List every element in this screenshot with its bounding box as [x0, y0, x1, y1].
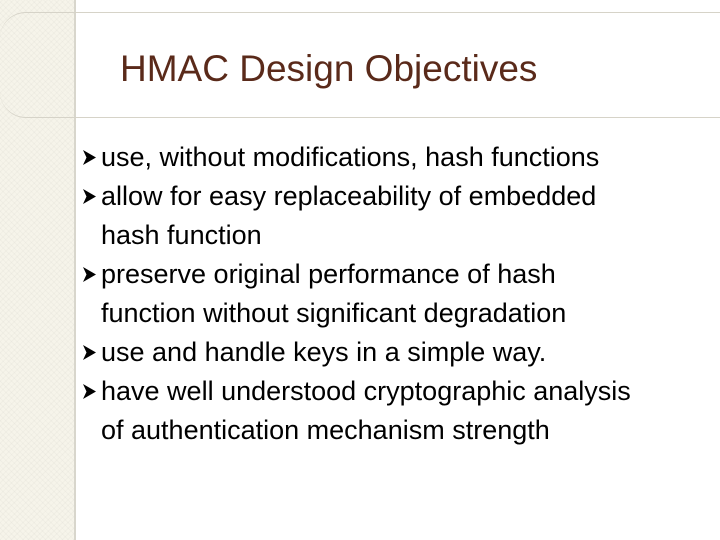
bullet-list — [82, 138, 720, 450]
bullet-item — [82, 372, 720, 450]
bullet-item — [82, 255, 720, 333]
bullet-text-line: allow for easy replaceability of embedded — [101, 181, 597, 211]
arrowhead-bullet-icon — [82, 383, 97, 400]
slide-title: HMAC Design Objectives — [120, 48, 538, 89]
bullet-text-line: preserve original performance of hash — [101, 259, 556, 289]
arrowhead-bullet-icon — [82, 149, 97, 166]
arrowhead-bullet-icon — [82, 188, 97, 205]
arrowhead-bullet-icon — [82, 266, 97, 283]
bullet-text-line: have well understood cryptographic analysis — [101, 376, 631, 406]
bullet-text-line: function without significant degradation — [101, 298, 567, 328]
decorative-side-band — [0, 0, 76, 540]
bullet-text-line: use, without modifications, hash functions — [101, 142, 600, 172]
bullet-item — [82, 333, 720, 372]
arrowhead-bullet-icon — [82, 344, 97, 361]
bullet-text-line: use and handle keys in a simple way. — [101, 337, 547, 367]
bullet-item — [82, 138, 720, 177]
bullet-item — [82, 177, 720, 255]
bullet-text-line: of authentication mechanism strength — [101, 415, 550, 445]
bullet-text-line: hash function — [101, 220, 262, 250]
